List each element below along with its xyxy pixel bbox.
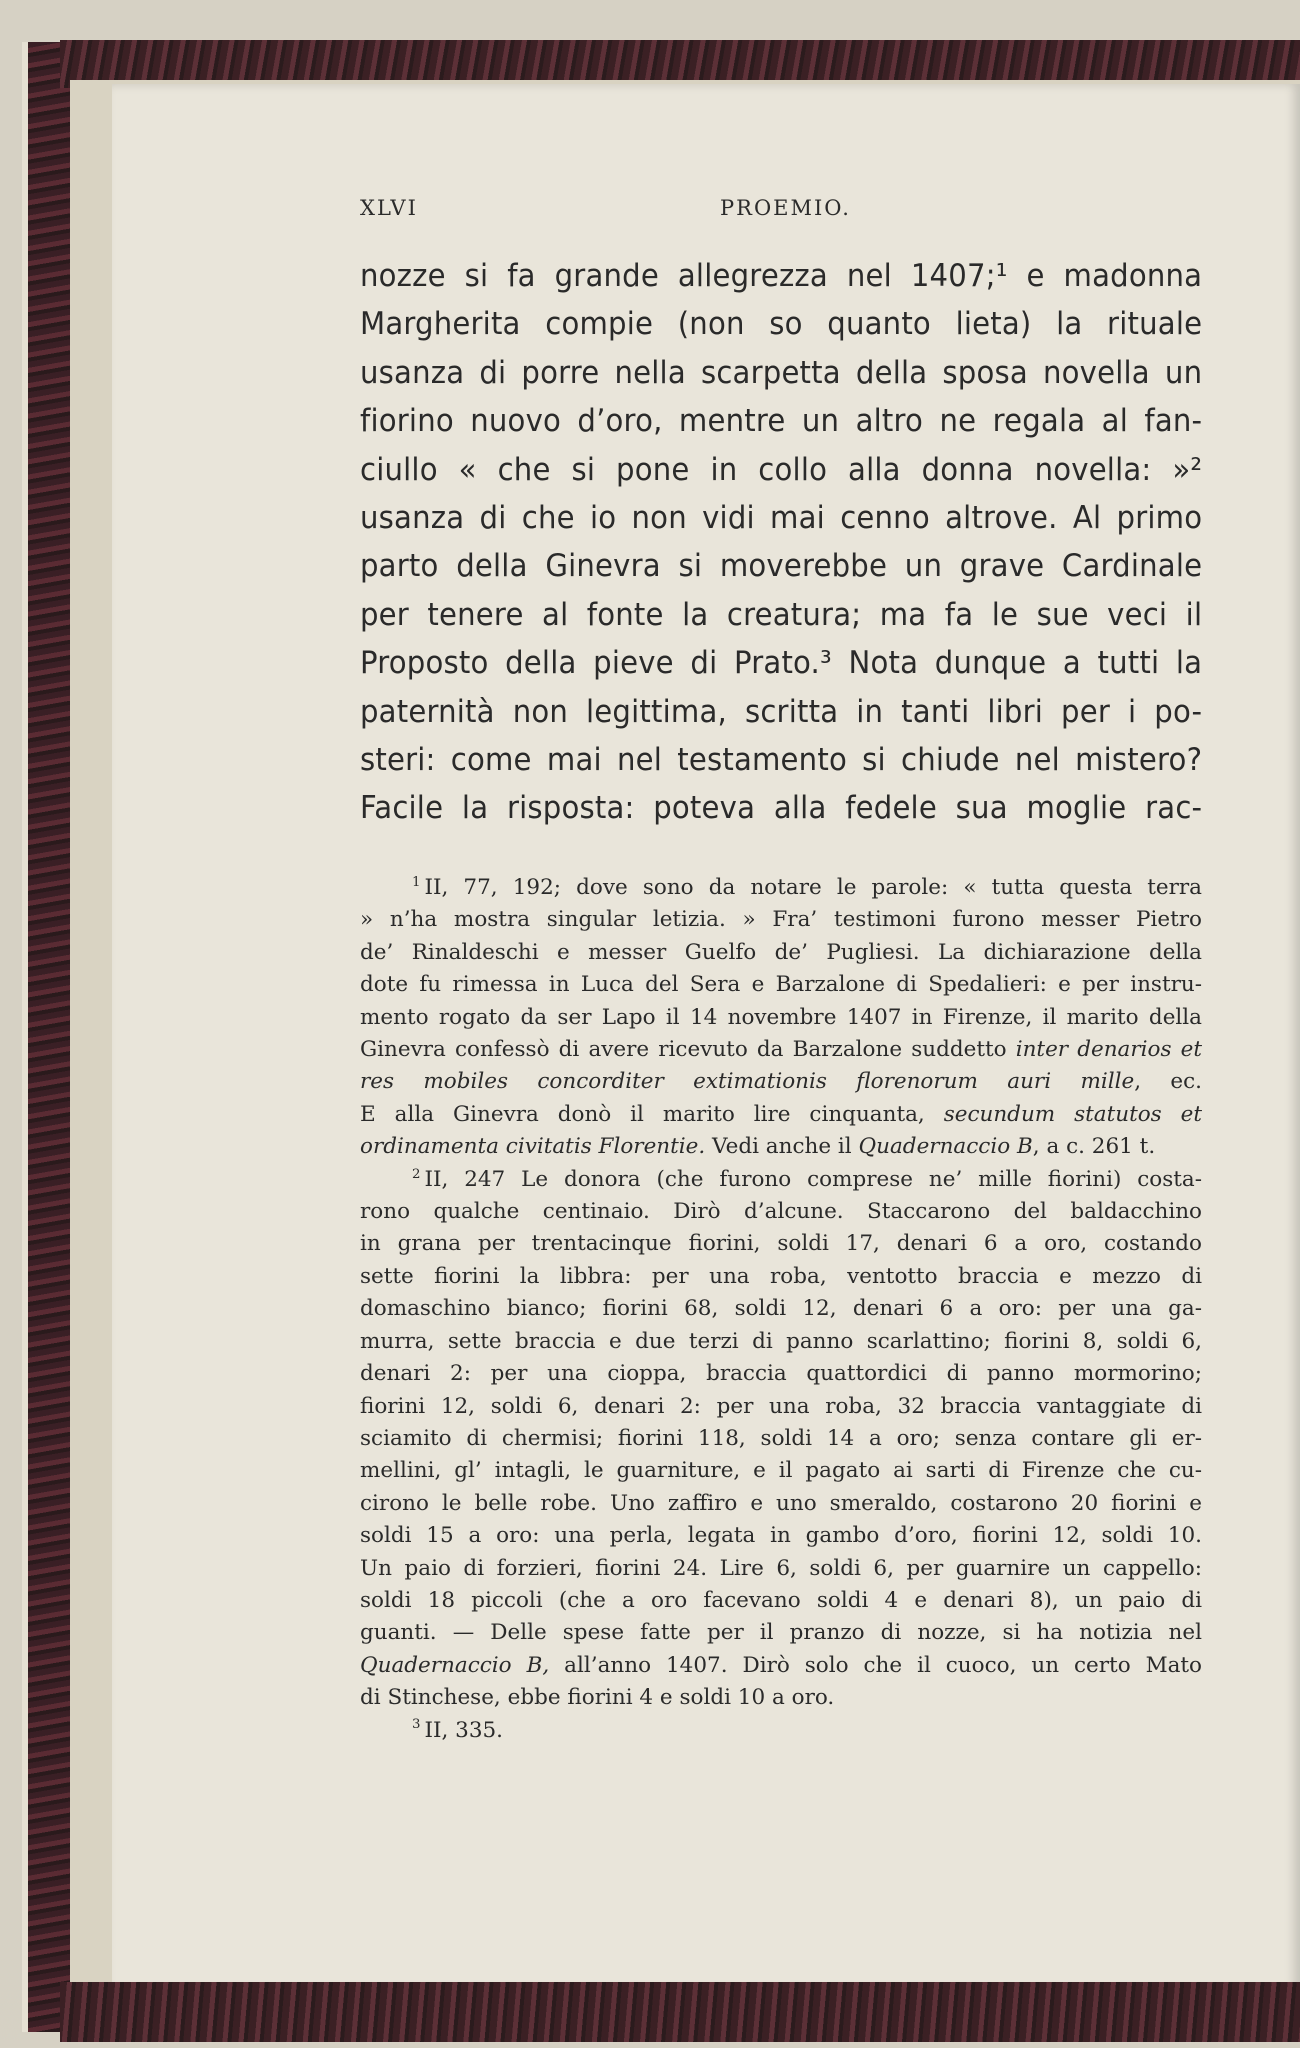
footnote-line: dote fu rimessa in Luca del Sera e Barzalone di Spedalieri: e per instru- (360, 972, 1202, 998)
source-title: Quadernaccio B (858, 1134, 1033, 1160)
source-title: Quadernaccio B, (360, 1652, 550, 1678)
running-head (360, 196, 1202, 230)
footnote-line: mento rogato da ser Lapo il 14 novembre 1407 in Firenze, il marito della (360, 1004, 1202, 1030)
footnote-line: cirono le belle robe. Uno zaffiro e uno smeraldo, costarono 20 fiorini e (360, 1490, 1202, 1516)
main-text-body (360, 252, 1202, 833)
footnote-1 (360, 872, 1202, 1164)
main-text-line: parto della Ginevra si moverebbe un grave Cardinale (360, 548, 1203, 585)
footnote-line: soldi 15 a oro: una perla, legata in gambo d’oro, fiorini 12, soldi 10. (360, 1523, 1202, 1549)
footnote-line: » n’ha mostra singular letizia. » Fra’ testimoni furono messer Pietro (360, 907, 1202, 933)
footnote-line: rono qualche centinaio. Dirò d’alcune. Staccarono del baldacchino (360, 1199, 1202, 1225)
main-text-line: ciullo « che si pone in collo alla donna novella: »² (360, 451, 1203, 488)
footnote-line: soldi 18 piccoli (che a oro facevano soldi 4 e denari 8), un paio di (360, 1587, 1202, 1613)
footnote-2 (360, 1164, 1202, 1715)
footnote-line: $^3$ II, 335. (412, 1717, 504, 1743)
main-text-line: steri: come mai nel testamento si chiude nel mistero? (360, 742, 1203, 779)
footnote-line: $^2$ II, 247 Le donora (che furono comprese ne’ mille fiorini) costa- (412, 1166, 1202, 1192)
main-text-line: Facile la risposta: poteva alla fedele sua moglie rac- (360, 790, 1203, 827)
page-folio: XLVI (360, 196, 418, 220)
latin-quotation: inter denarios et res mobiles concorditer extimationis florenorum auri mille (360, 1037, 1202, 1095)
footnote-line: Quadernaccio B, all’anno 1407. Dirò solo che il cuoco, un certo Mato (360, 1652, 1202, 1678)
footnote-line: denari 2: per una cioppa, braccia quattordici di panno mormorino; (360, 1361, 1202, 1387)
footnote-mark: 1 (412, 874, 421, 890)
book-cover-bottom-edge (60, 1982, 1300, 2042)
main-text-line: paternità non legittima, scritta in tanti libri per i po- (360, 693, 1203, 730)
latin-quotation: secundum statutos et ordinamenta civitatis Florentie. (360, 1101, 1202, 1160)
footnote-line: domaschino bianco; fiorini 68, soldi 12, denari 6 a oro: per una ga- (360, 1296, 1202, 1322)
footnote-3 (360, 1715, 1202, 1747)
footnote-line: sciamito di chermisi; fiorini 118, soldi 14 a oro; senza contare gli er- (360, 1425, 1202, 1451)
main-text-line: fiorino nuovo d’oro, mentre un altro ne regala al fan- (360, 403, 1203, 440)
main-text-line: usanza di porre nella scarpetta della sposa novella un (360, 354, 1203, 391)
footnotes (360, 872, 1202, 1747)
main-text-line: usanza di che io non vidi mai cenno altrove. Al primo (360, 500, 1203, 537)
footnote-mark: 3 (412, 1717, 421, 1733)
footnote-line: mellini, gl’ intagli, le guarniture, e il pagato ai sarti di Firenze che cu- (360, 1458, 1202, 1484)
main-text-line: nozze si fa grande allegrezza nel 1407;¹ e madonna (360, 258, 1203, 294)
footnote-line: de’ Rinaldeschi e messer Guelfo de’ Pugliesi. La dichiarazione della (360, 939, 1202, 965)
footnote-line: in grana per trentacinque fiorini, soldi 17, denari 6 a oro, costando (360, 1231, 1202, 1257)
footnote-line: fiorini 12, soldi 6, denari 2: per una roba, 32 braccia vantaggiate di (360, 1393, 1202, 1419)
main-text-line: Proposto della pieve di Prato.³ Nota dunque a tutti la (360, 645, 1203, 682)
footnote-line: sette fiorini la libbra: per una roba, ventotto braccia e mezzo di (360, 1263, 1202, 1289)
footnote-line: murra, sette braccia e due terzi di panno scarlattino; fiorini 8, soldi 6, (360, 1328, 1202, 1354)
running-title: PROEMIO. (720, 196, 851, 220)
main-text-line: per tenere al fonte la creatura; ma fa le sue veci il (360, 596, 1203, 633)
footnote-line: $^1$ II, 77, 192; dove sono da notare le parole: « tutta questa terra (412, 874, 1202, 900)
main-text-line: Margherita compie (non so quanto lieta) la rituale (360, 306, 1203, 343)
footnote-line: guanti. — Delle spese fatte per il pranzo di nozze, si ha notizia nel (360, 1620, 1202, 1646)
footnote-line: E alla Ginevra donò il marito lire cinquanta, secundum statutos et ordinamenta civitatis Florentie. Vedi anche il Quadernaccio B, a c. 261 t. (360, 1101, 1202, 1160)
footnote-line: Ginevra confessò di avere ricevuto da Barzalone suddetto inter denarios et res mobiles concorditer extimationis florenorum auri mille, ec. (360, 1037, 1202, 1095)
footnote-line: Un paio di forzieri, fiorini 24. Lire 6, soldi 6, per guarnire un cappello: (360, 1555, 1202, 1581)
footnote-mark: 2 (412, 1166, 421, 1182)
footnote-line: di Stinchese, ebbe fiorini 4 e soldi 10 a oro. (360, 1685, 835, 1711)
